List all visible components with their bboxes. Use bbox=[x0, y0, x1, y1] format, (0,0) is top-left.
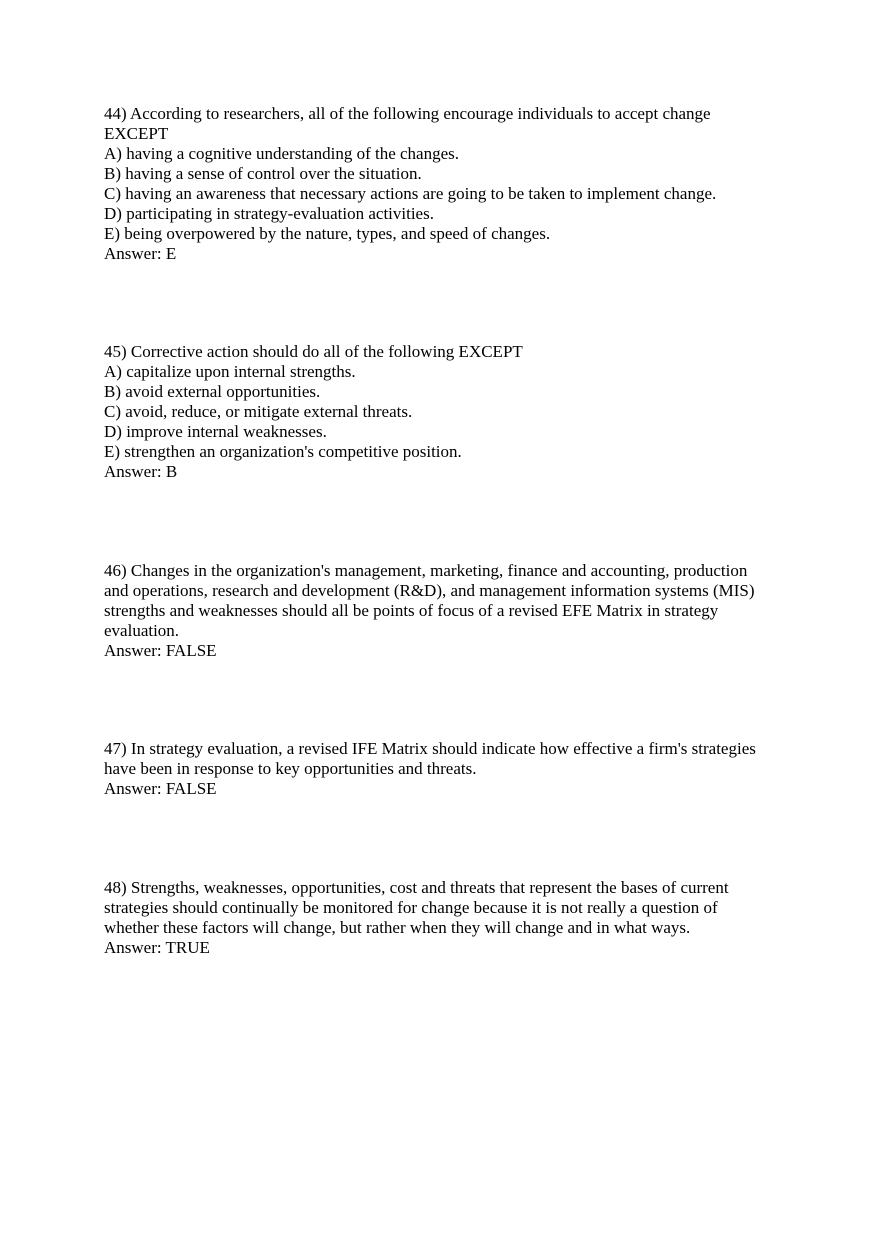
question-stem: 48) Strengths, weaknesses, opportunities, cost and threats that represent the bases of current bbox=[104, 878, 729, 897]
question-stem: 45) Corrective action should do all of the following EXCEPT bbox=[104, 342, 523, 361]
question-47 bbox=[104, 739, 784, 799]
answer-option-b: B) avoid external opportunities. bbox=[104, 382, 321, 401]
question-stem: EXCEPT bbox=[104, 124, 169, 143]
answer-option-a: A) having a cognitive understanding of the changes. bbox=[104, 144, 460, 163]
question-stem: whether these factors will change, but rather when they will change and in what ways. bbox=[104, 918, 691, 937]
question-48 bbox=[104, 878, 784, 958]
question-stem: 46) Changes in the organization's management, marketing, finance and accounting, production bbox=[104, 561, 748, 580]
answer-key: Answer: E bbox=[104, 244, 177, 263]
answer-key: Answer: FALSE bbox=[104, 779, 217, 798]
answer-key: Answer: FALSE bbox=[104, 641, 217, 660]
question-stem: evaluation. bbox=[104, 621, 180, 640]
question-stem: and operations, research and development (R&D), and management information systems (MIS) bbox=[104, 581, 755, 600]
answer-option-a: A) capitalize upon internal strengths. bbox=[104, 362, 356, 381]
answer-option-e: E) being overpowered by the nature, types, and speed of changes. bbox=[104, 224, 551, 243]
answer-option-c: C) avoid, reduce, or mitigate external threats. bbox=[104, 402, 413, 421]
question-46 bbox=[104, 561, 784, 661]
answer-key: Answer: TRUE bbox=[104, 938, 210, 957]
answer-option-b: B) having a sense of control over the situation. bbox=[104, 164, 422, 183]
question-stem: strengths and weaknesses should all be points of focus of a revised EFE Matrix in strategy bbox=[104, 601, 719, 620]
answer-key: Answer: B bbox=[104, 462, 178, 481]
question-45 bbox=[104, 342, 784, 482]
answer-option-d: D) participating in strategy-evaluation activities. bbox=[104, 204, 434, 223]
question-stem: have been in response to key opportunities and threats. bbox=[104, 759, 477, 778]
answer-option-e: E) strengthen an organization's competitive position. bbox=[104, 442, 462, 461]
answer-option-c: C) having an awareness that necessary actions are going to be taken to implement change. bbox=[104, 184, 717, 203]
answer-option-d: D) improve internal weaknesses. bbox=[104, 422, 327, 441]
question-stem: strategies should continually be monitored for change because it is not really a question of bbox=[104, 898, 718, 917]
question-44 bbox=[104, 104, 784, 264]
question-stem: 44) According to researchers, all of the following encourage individuals to accept change bbox=[104, 104, 711, 123]
question-stem: 47) In strategy evaluation, a revised IFE Matrix should indicate how effective a firm's strategies bbox=[104, 739, 756, 758]
